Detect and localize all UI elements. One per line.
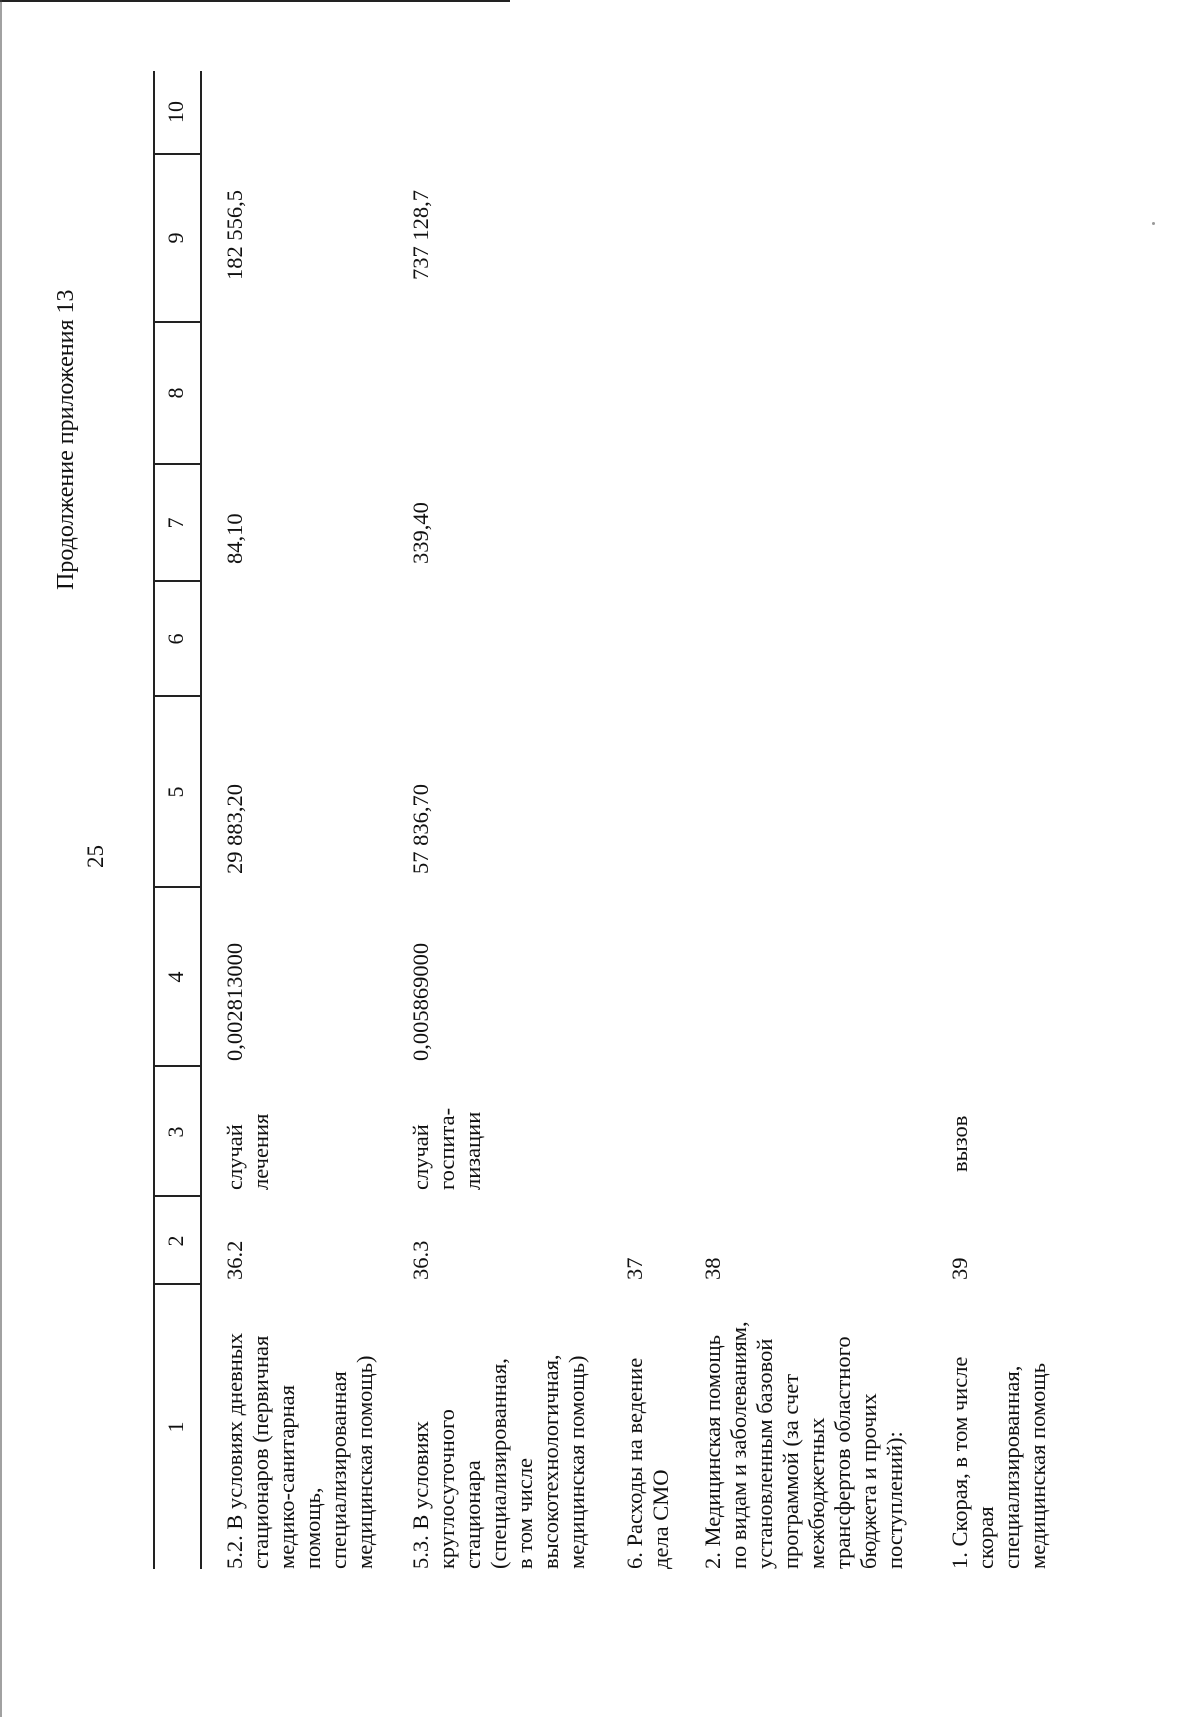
unit-cell: случай госпита- лизации: [408, 1107, 485, 1190]
column-divider: [153, 1284, 201, 1286]
row-code: 38: [700, 1257, 725, 1280]
column-number: 7: [163, 517, 188, 529]
continuation-caption: Продолжение приложения 13: [53, 289, 79, 590]
row-code: 36.3: [408, 1240, 433, 1280]
column-divider: [153, 464, 201, 466]
unit-cell: вызов: [947, 1115, 972, 1172]
column-number: 8: [163, 387, 188, 399]
table-top-border: [153, 71, 155, 1569]
column-number: 10: [163, 101, 188, 123]
column-divider: [153, 1066, 201, 1068]
column-number: 5: [163, 786, 188, 798]
table-header-bottom-border: [200, 71, 202, 1569]
cost-cell: 29 883,20: [222, 784, 247, 874]
row-label: 5.3. В условиях круглосуточного стационара (специализированная, в том числе высокотехнологичная, медицинская помощь): [408, 1354, 589, 1569]
row-code: 39: [947, 1257, 972, 1280]
row-label: 5.2. В условиях дневных стационаров (первичная медико-санитарная помощь, специализированная медицинская помощь): [222, 1332, 377, 1569]
column-number: 6: [163, 633, 188, 645]
row-label: 2. Медицинская помощь по видам и заболеваниям, установленным базовой программой (за счет межбюджетных трансфертов областного бюджета и прочих поступлений):: [700, 1321, 907, 1569]
column-number: 2: [163, 1235, 188, 1247]
column-divider: [153, 1196, 201, 1198]
volume-cell: 0,002813000: [222, 942, 247, 1061]
cost-cell: 57 836,70: [408, 784, 433, 874]
unit-cell: случай лечения: [222, 1113, 273, 1190]
column-divider: [153, 696, 201, 698]
column-number: 4: [163, 971, 188, 983]
per-capita-cell: 339,40: [408, 502, 433, 564]
column-divider: [153, 581, 201, 583]
per-capita-cell: 84,10: [222, 513, 247, 564]
row-label: 6. Расходы на ведение дела СМО: [622, 1357, 673, 1569]
column-number: 1: [163, 1421, 188, 1433]
column-number: 9: [163, 232, 188, 244]
column-divider: [153, 154, 201, 156]
row-code: 37: [622, 1257, 647, 1280]
column-divider: [153, 887, 201, 889]
page-number: 25: [83, 845, 108, 868]
column-divider: [153, 322, 201, 324]
total-cell: 182 556,5: [222, 190, 247, 280]
row-label: 1. Скорая, в том числе скорая специализированная, медицинская помощь: [947, 1356, 1050, 1569]
row-code: 36.2: [222, 1240, 247, 1280]
volume-cell: 0,005869000: [408, 942, 433, 1061]
column-number: 3: [163, 1126, 188, 1138]
total-cell: 737 128,7: [408, 190, 433, 280]
